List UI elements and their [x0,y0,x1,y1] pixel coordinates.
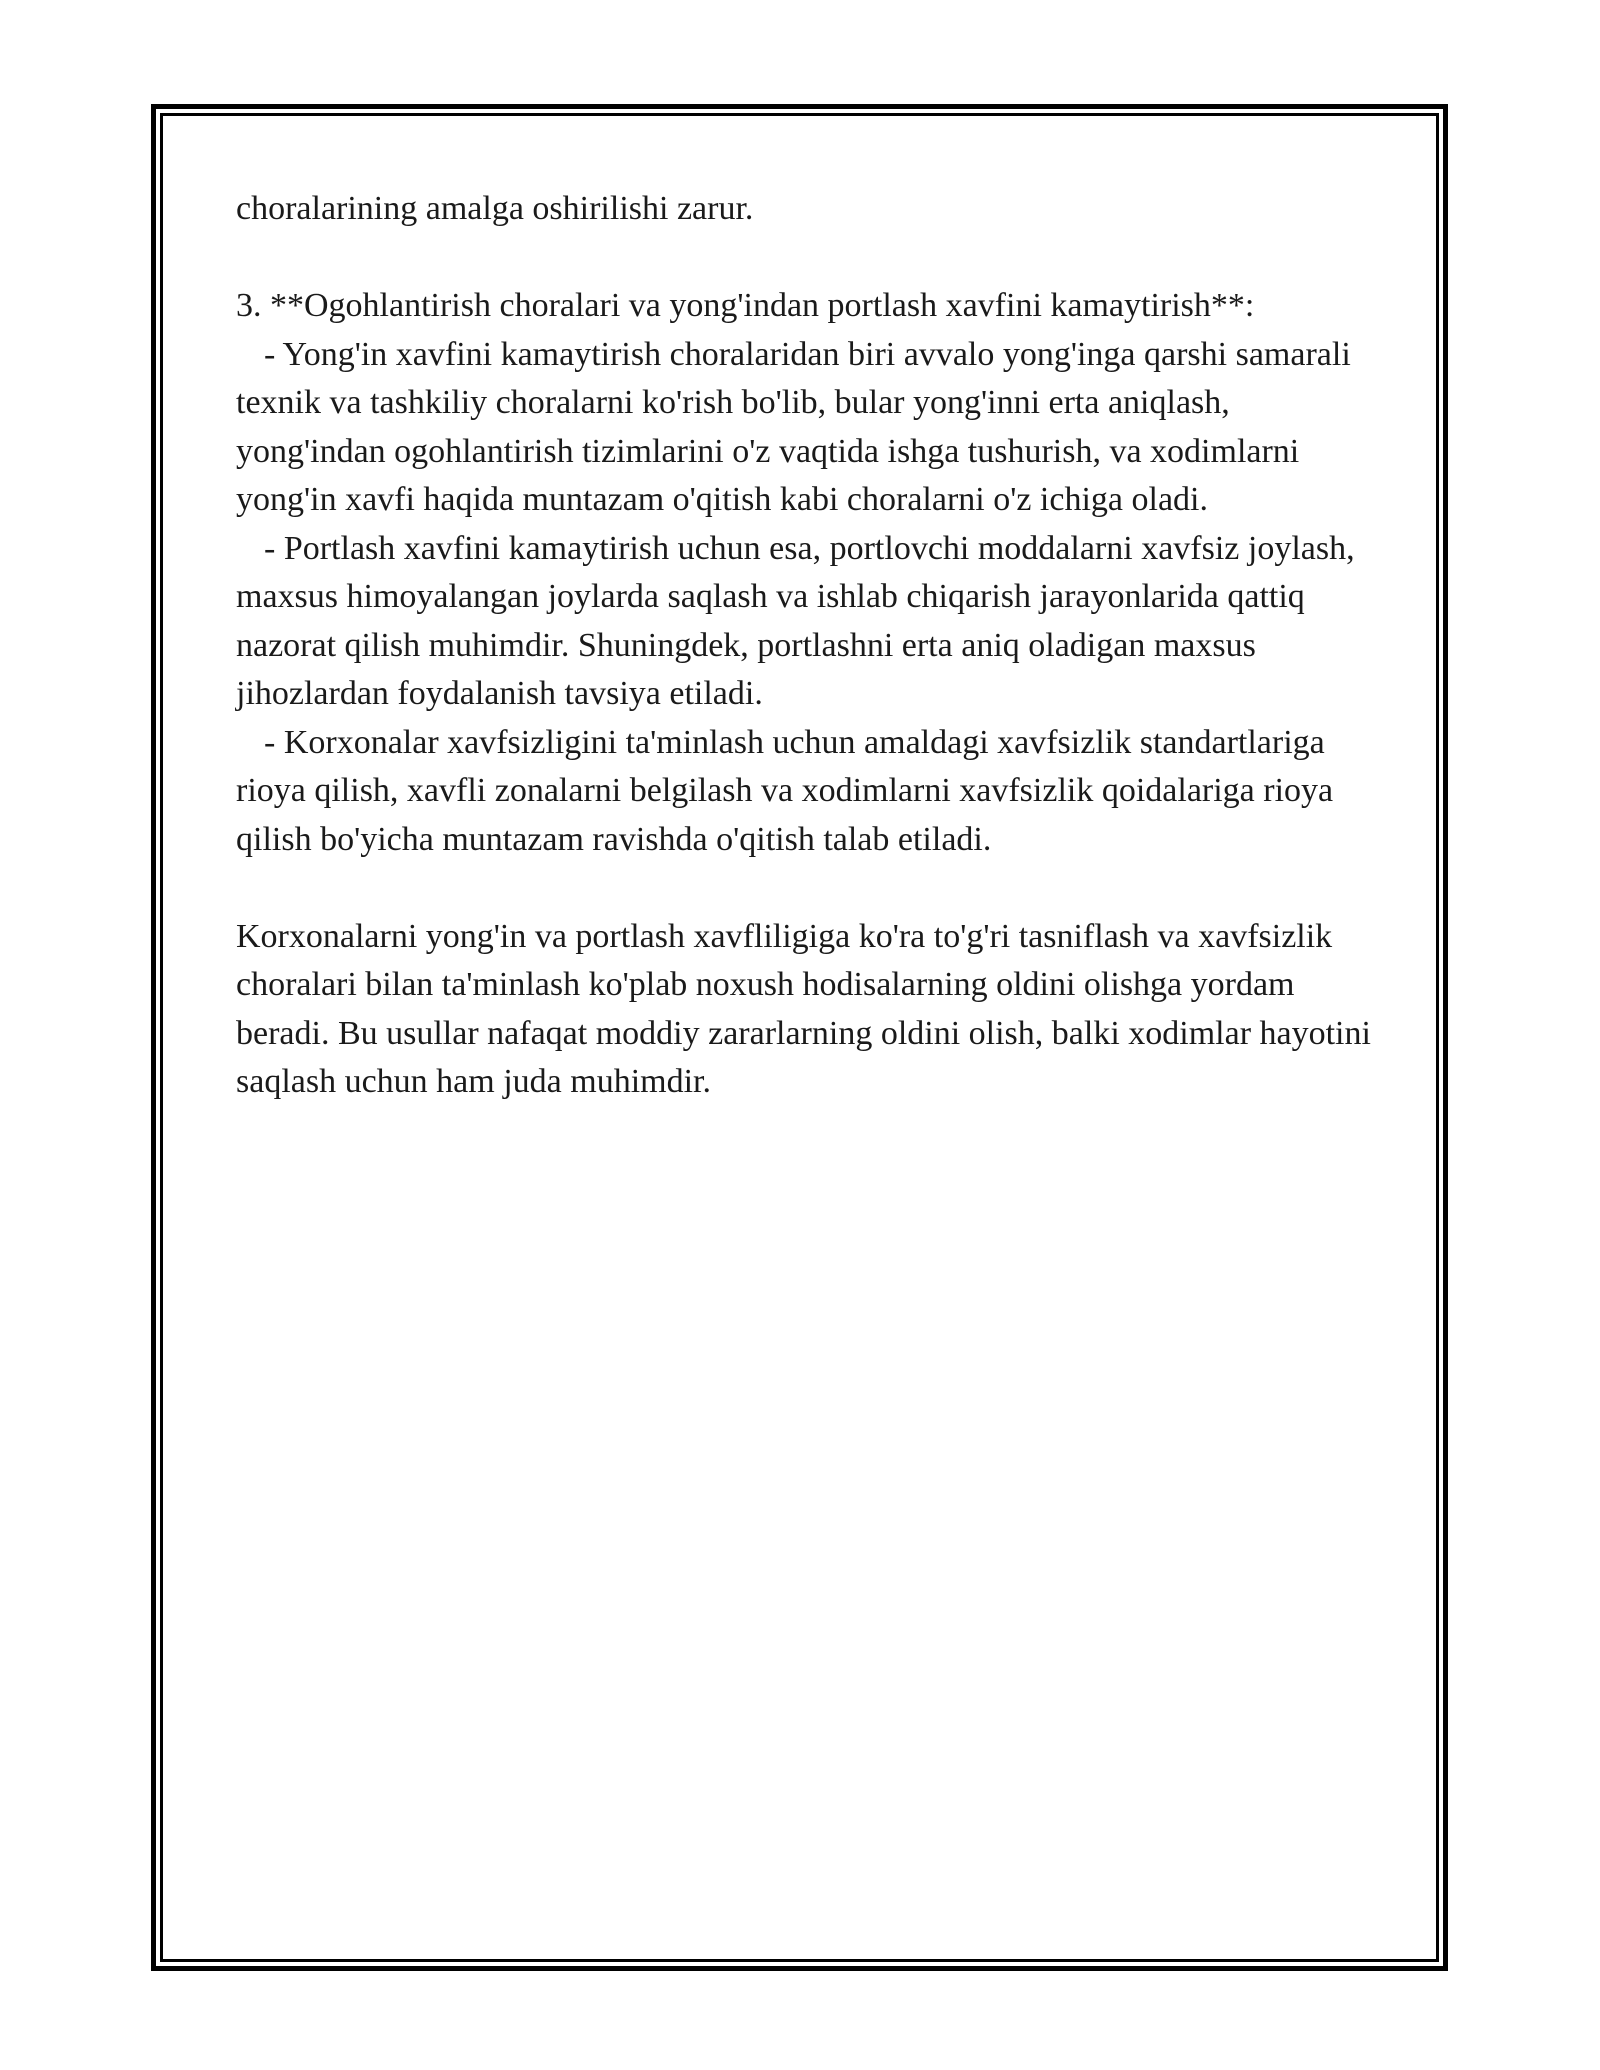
bullet-item-enterprise-safety: - Korxonalar xavfsizligini ta'minlash uchun amaldagi xavfsizlik standartlariga rioya qilish, xavfli zonalarni belgilash va xodimlarni xavfsizlik qoidalariga rioya qilish bo'yicha muntazam ravishda o'qitish talab etiladi. [236,723,1334,858]
paragraph-gap [236,234,1376,283]
paragraph-gap [236,864,1376,913]
section-heading: 3. **Ogohlantirish choralari va yong'indan portlash xavfini kamaytirish**: [236,287,1255,324]
continuation-text: choralarining amalga oshirilishi zarur. [236,190,754,227]
bullet-item-explosion: - Portlash xavfini kamaytirish uchun esa, portlovchi moddalarni xavfsiz joylash, maxsus himoyalangan joylarda saqlash va ishlab chiqarish jarayonlarida qattiq nazorat qilish muhimdir. Shuningdek, portlashni erta aniq oladigan maxsus jihozlardan foydalanish tavsiya etiladi. [236,529,1355,712]
bullet-item-fire: - Yong'in xavfini kamaytirish choralaridan biri avvalo yong'inga qarshi samarali texnik va tashkiliy choralarni ko'rish bo'lib, bular yong'inni erta aniqlash, yong'indan ogohlantirish tizimlarini o'z vaqtida ishga tushurish, va xodimlarni yong'in xavfi haqida muntazam o'qitish kabi choralarni o'z ichiga oladi. [236,335,1351,518]
conclusion-paragraph: Korxonalarni yong'in va portlash xavfliligiga ko'ra to'g'ri tasniflash va xavfsizlik choralari bilan ta'minlash ko'plab noxush hodisalarning oldini olishga yordam beradi. Bu usullar nafaqat moddiy zararlarning oldini olish, balki xodimlar hayotini saqlash uchun ham juda muhimdir. [236,917,1371,1100]
document-body [236,185,1376,1107]
